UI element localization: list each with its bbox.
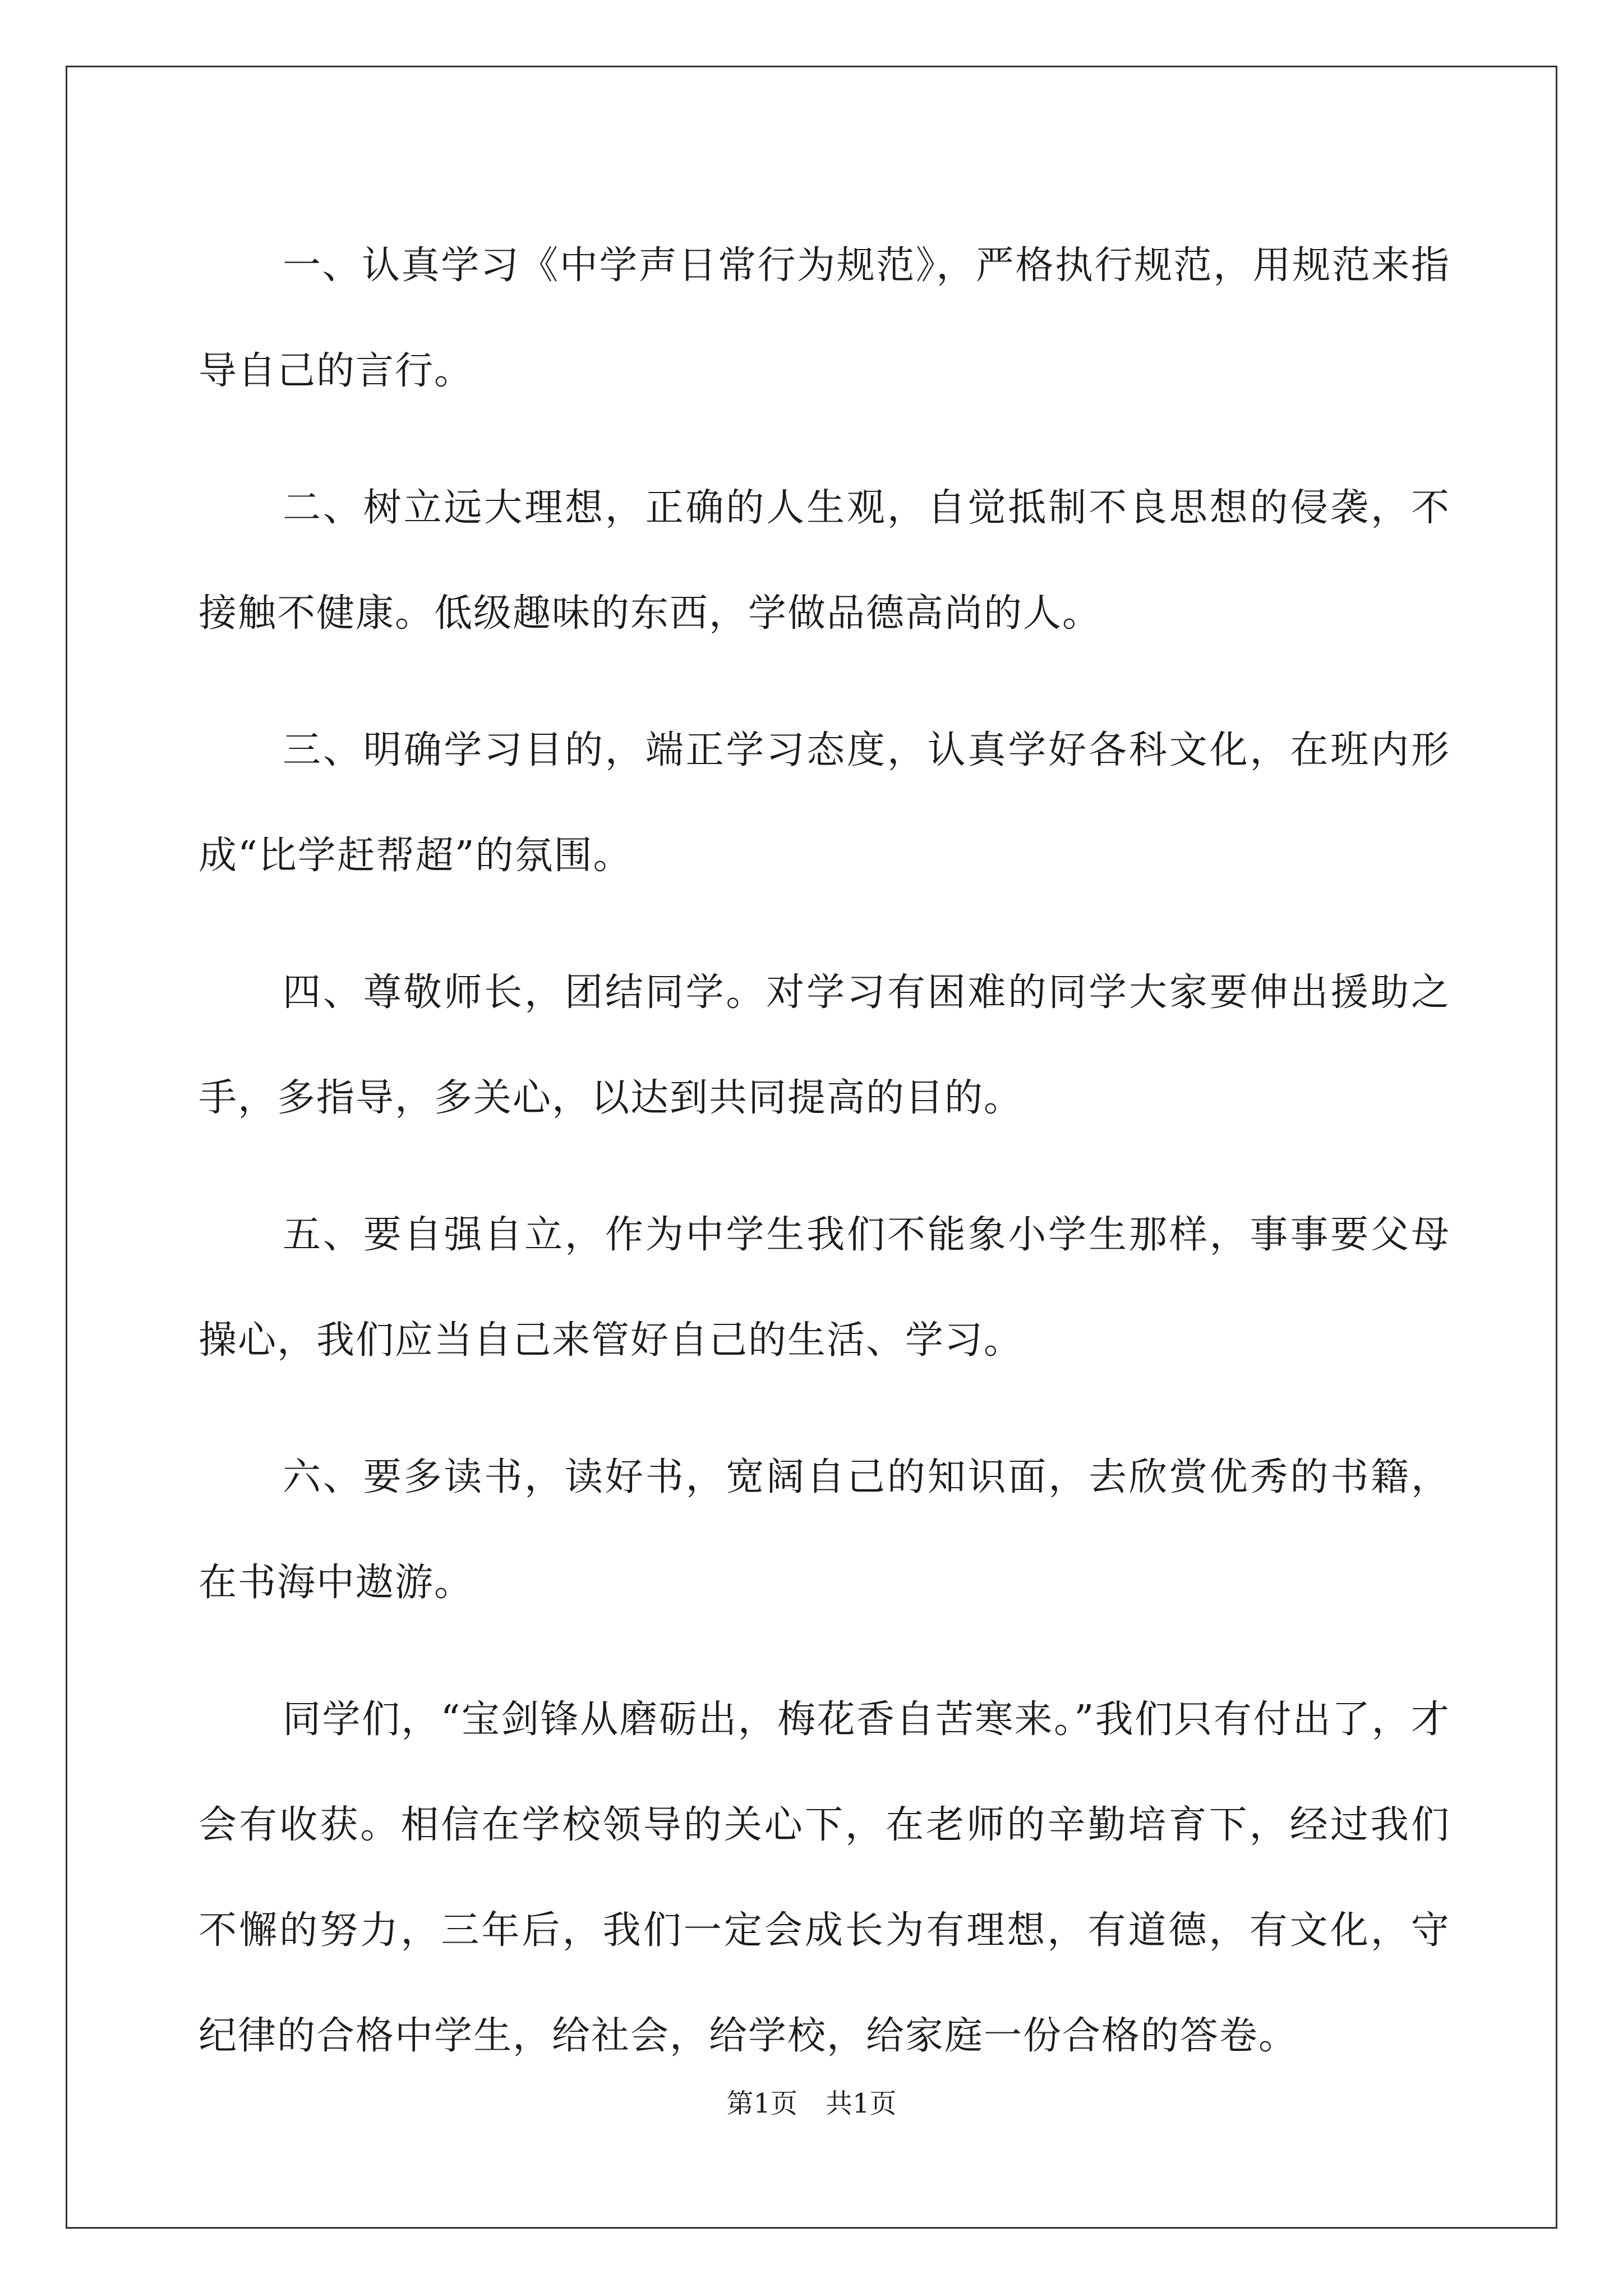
paragraph-6: 六、要多读书，读好书，宽阔自己的知识面，去欣赏优秀的书籍，在书海中遨游。 bbox=[199, 1455, 1450, 1605]
paragraph-2: 二、树立远大理想，正确的人生观，自觉抵制不良思想的侵袭，不接触不健康。低级趣味的东西，学做品德高尚的人。 bbox=[199, 486, 1450, 636]
page-number-current: 第1页 bbox=[726, 2088, 797, 2119]
paragraph-3: 三、明确学习目的，端正学习态度，认真学好各科文化，在班内形成“比学赶帮超”的氛围。 bbox=[199, 728, 1450, 878]
paragraph-closing: 同学们，“宝剑锋从磨砺出，梅花香自苦寒来。”我们只有付出了，才会有收获。相信在学校领导的关心下，在老师的辛勤培育下，经过我们不懈的努力，三年后，我们一定会成长为有理想，有道德，有文化，守纪律的合格中学生，给社会，给学校，给家庭一份合格的答卷。 bbox=[199, 1697, 1450, 2058]
page-number-total: 共1页 bbox=[826, 2088, 897, 2119]
paragraph-1: 一、认真学习《中学声日常行为规范》，严格执行规范，用规范来指导自己的言行。 bbox=[199, 243, 1450, 393]
paragraph-4: 四、尊敬师长，团结同学。对学习有困难的同学大家要伸出援助之手，多指导，多关心，以达到共同提高的目的。 bbox=[199, 970, 1450, 1120]
page-footer bbox=[0, 2087, 1623, 2120]
document-body bbox=[199, 213, 1450, 2120]
paragraph-5: 五、要自强自立，作为中学生我们不能象小学生那样，事事要父母操心，我们应当自己来管好自己的生活、学习。 bbox=[199, 1213, 1450, 1363]
